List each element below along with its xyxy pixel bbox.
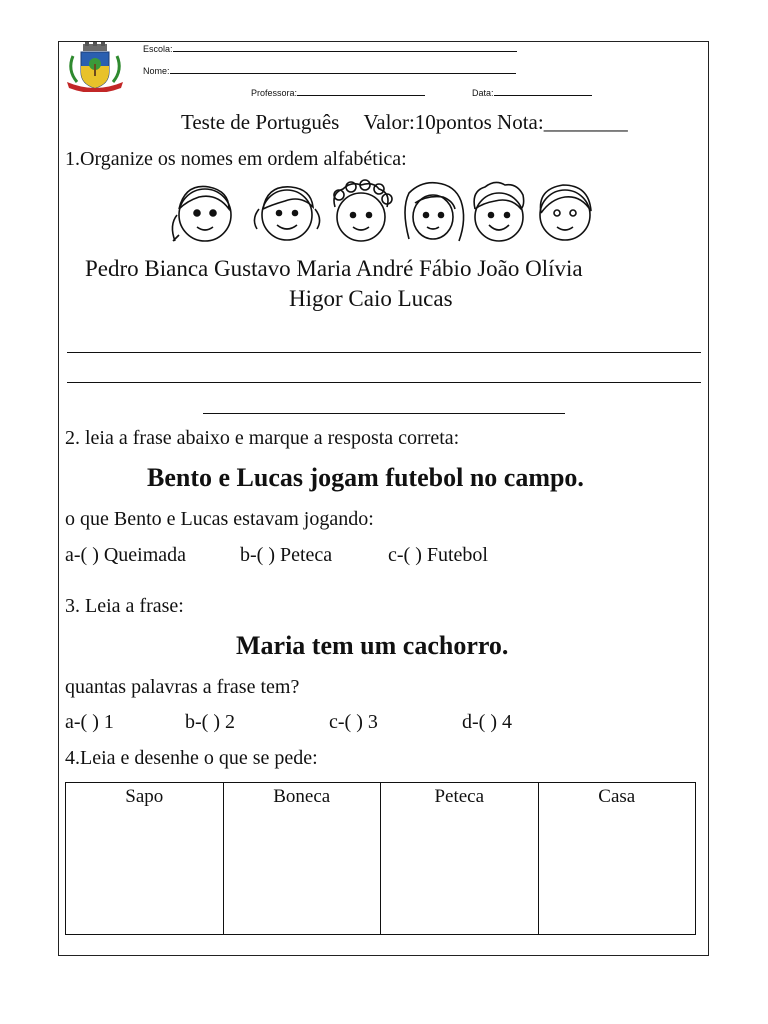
names-line-1: Pedro Bianca Gustavo Maria André Fábio João Olívia	[85, 256, 583, 281]
test-title: Teste de Português	[181, 110, 340, 134]
name-line[interactable]	[170, 73, 516, 74]
drawing-cell-boneca[interactable]: Boneca	[223, 783, 381, 935]
q3-prompt: 3. Leia a frase:	[65, 595, 184, 617]
q2-option-a[interactable]: a-( ) Queimada	[65, 544, 187, 566]
drawing-cell-sapo[interactable]: Sapo	[66, 783, 224, 935]
title-line	[181, 110, 628, 135]
date-field[interactable]	[472, 88, 592, 98]
value-label: Valor:10pontos	[363, 110, 492, 134]
q2-option-c[interactable]: c-( ) Futebol	[388, 544, 488, 566]
q2-option-b[interactable]: b-( ) Peteca	[240, 544, 333, 566]
school-line[interactable]	[173, 51, 517, 52]
q3-option-d[interactable]: d-( ) 4	[462, 711, 512, 733]
school-field[interactable]	[143, 44, 517, 54]
drawing-cell-casa[interactable]: Casa	[538, 783, 696, 935]
q2-question: o que Bento e Lucas estavam jogando:	[65, 508, 374, 530]
q3-question: quantas palavras a frase tem?	[65, 676, 300, 698]
name-field[interactable]	[143, 66, 516, 76]
date-label: Data:	[472, 88, 494, 98]
q3-sentence: Maria tem um cachorro.	[236, 631, 509, 660]
teacher-label: Professora:	[251, 88, 298, 98]
names-line-2: Higor Caio Lucas	[289, 286, 453, 311]
coat-of-arms-icon	[63, 42, 127, 92]
drawing-cell-peteca[interactable]: Peteca	[381, 783, 539, 935]
q2-sentence: Bento e Lucas jogam futebol no campo.	[147, 463, 584, 492]
grade-label: Nota:________	[497, 110, 628, 134]
answer-line-2[interactable]	[67, 382, 701, 383]
q3-option-a[interactable]: a-( ) 1	[65, 711, 114, 733]
q3-option-c[interactable]: c-( ) 3	[329, 711, 378, 733]
drawing-table	[65, 782, 696, 935]
answer-line-1[interactable]	[67, 352, 701, 353]
q3-option-b[interactable]: b-( ) 2	[185, 711, 235, 733]
answer-line-3[interactable]	[203, 413, 565, 414]
children-faces-illustration	[165, 179, 595, 247]
q4-prompt: 4.Leia e desenhe o que se pede:	[65, 747, 318, 769]
school-label: Escola:	[143, 44, 173, 54]
date-line[interactable]	[494, 95, 592, 96]
q2-prompt: 2. leia a frase abaixo e marque a resposta correta:	[65, 427, 460, 449]
teacher-line[interactable]	[297, 95, 425, 96]
q1-prompt: 1.Organize os nomes em ordem alfabética:	[65, 148, 407, 170]
worksheet-page	[58, 41, 709, 956]
name-label: Nome:	[143, 66, 170, 76]
teacher-field[interactable]	[251, 88, 425, 98]
